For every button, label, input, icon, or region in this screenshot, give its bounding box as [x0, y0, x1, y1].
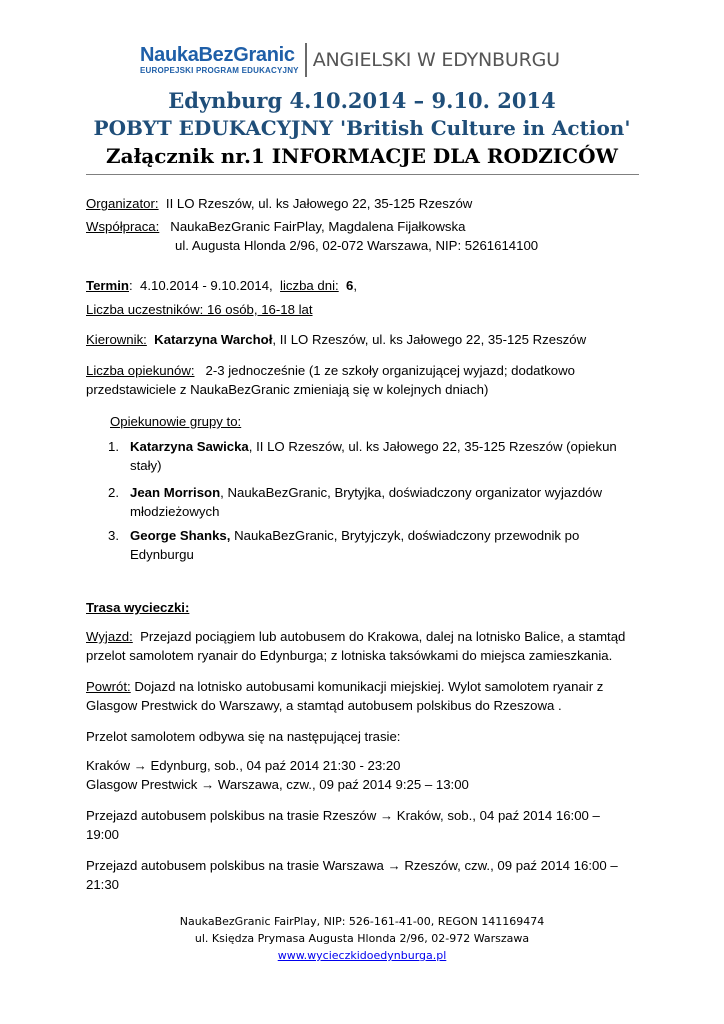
organizer-value: II LO Rzeszów, ul. ks Jałowego 22, 35-125 Rzeszów: [165, 196, 473, 211]
term-label: Termin: [86, 278, 129, 293]
guardian-details: , II LO Rzeszów, ul. ks Jałowego 22, 35-125 Rzeszów (opiekun: [248, 439, 617, 454]
title-dates: Edynburg 4.10.2014 – 9.10. 2014: [168, 88, 556, 113]
term-line: [86, 276, 357, 295]
return-label: Powrót:: [86, 679, 131, 694]
guardians-label: Liczba opiekunów:: [86, 363, 195, 378]
return-text: Dojazd na lotnisko autobusami komunikacji miejskiej. Wylot samolotem ryanair z: [134, 679, 604, 694]
flight-outbound: Kraków → Edynburg, sob., 04 paź 2014 21:30 - 23:20: [86, 758, 401, 773]
header-logo: [140, 42, 560, 78]
title-attachment: Załącznik nr.1 INFORMACJE DLA RODZICÓW: [106, 144, 618, 168]
footer-company: NaukaBezGranic FairPlay, NIP: 526-161-41-00, REGON 141169474: [179, 915, 545, 928]
bus-return: Przejazd autobusem polskibus na trasie Warszawa → Rzeszów, czw., 09 paź 2014 16:00 –: [86, 858, 618, 873]
title-divider: [86, 174, 639, 175]
days-value: 6: [346, 278, 354, 293]
cooperation-name: NaukaBezGranic FairPlay, Magdalena Fijałkowska: [170, 219, 466, 234]
logo-divider: [305, 43, 307, 77]
list-item-number: 2.: [108, 485, 119, 500]
bus-outbound-cont: 19:00: [86, 827, 120, 842]
website-link[interactable]: www.wycieczkidoedynburga.pl: [277, 949, 447, 962]
term-colon: :: [129, 278, 133, 293]
departure-line: [86, 627, 625, 646]
guardian-name: Jean Morrison: [130, 485, 221, 500]
cooperation-address: ul. Augusta Hlonda 2/96, 02-072 Warszawa, NIP: 5261614100: [175, 238, 539, 253]
bus-outbound: Przejazd autobusem polskibus na trasie Rzeszów → Kraków, sob., 04 paź 2014 16:00 –: [86, 808, 600, 823]
list-item: [108, 483, 638, 521]
leader-label: Kierownik:: [86, 332, 147, 347]
participants-line: Liczba uczestników: 16 osób, 16-18 lat: [86, 302, 313, 317]
guardian-name: Katarzyna Sawicka: [130, 439, 249, 454]
leader-details: , II LO Rzeszów, ul. ks Jałowego 22, 35-125 Rzeszów: [272, 332, 587, 347]
list-item-number: 3.: [108, 528, 119, 543]
guardians-list-heading: Opiekunowie grupy to:: [110, 414, 242, 429]
logo-brand: [140, 45, 299, 76]
guardian-name: George Shanks,: [130, 528, 231, 543]
guardian-details: , NaukaBezGranic, Brytyjka, doświadczony organizator wyjazdów: [220, 485, 603, 500]
list-item-number: 1.: [108, 439, 119, 454]
return-line: [86, 677, 603, 696]
organizer-line: [86, 194, 472, 213]
guardians-text-cont: przedstawiciele z NaukaBezGranic zmieniają się w kolejnych dniach): [86, 382, 489, 397]
term-dates: 4.10.2014 - 9.10.2014,: [140, 278, 273, 293]
guardian-details-cont: Edynburgu: [130, 547, 194, 562]
organizer-label: Organizator:: [86, 196, 159, 211]
guardian-details-cont: młodzieżowych: [130, 504, 220, 519]
footer-link-wrap: [0, 948, 724, 964]
title-program: POBYT EDUKACYJNY 'British Culture in Action': [93, 116, 631, 140]
guardians-line: [86, 361, 575, 380]
leader-name: Katarzyna Warchoł: [154, 332, 273, 347]
term-tail: ,: [353, 278, 358, 293]
return-text-cont: Glasgow Prestwick do Warszawy, a stamtąd autobusem polskibus do Rzeszowa .: [86, 698, 562, 713]
departure-text: Przejazd pociągiem lub autobusem do Krakowa, dalej na lotnisko Balice, a stamtąd: [140, 629, 626, 644]
flight-return: Glasgow Prestwick → Warszawa, czw., 09 paź 2014 9:25 – 13:00: [86, 777, 469, 792]
footer-address: ul. Księdza Prymasa Augusta Hlonda 2/96, 02-972 Warszawa: [194, 932, 530, 945]
logo-main-text: NaukaBezGranic: [140, 43, 295, 66]
list-item: [108, 437, 638, 475]
departure-text-cont: przelot samolotem ryanair do Edynburga; z lotniska taksówkami do miejsca zamieszkania.: [86, 648, 613, 663]
logo-sub-text: EUROPEJSKI PROGRAM EDUKACYJNY: [140, 65, 299, 75]
guardian-details: NaukaBezGranic, Brytyjczyk, doświadczony przewodnik po: [230, 528, 580, 543]
list-item: [108, 526, 638, 564]
cooperation-label: Współpraca:: [86, 219, 160, 234]
days-label: liczba dni:: [280, 278, 339, 293]
bus-return-cont: 21:30: [86, 877, 120, 892]
route-heading: Trasa wycieczki:: [86, 600, 190, 615]
leader-line: [86, 330, 586, 349]
logo-tagline: ANGIELSKI W EDYNBURGU: [312, 49, 560, 71]
departure-label: Wyjazd:: [86, 629, 133, 644]
guardian-details-cont: stały): [130, 458, 162, 473]
flight-intro: Przelot samolotem odbywa się na następującej trasie:: [86, 729, 401, 744]
cooperation-line: [86, 217, 465, 236]
guardians-text: 2-3 jednocześnie (1 ze szkoły organizującej wyjazd; dodatkowo: [205, 363, 575, 378]
